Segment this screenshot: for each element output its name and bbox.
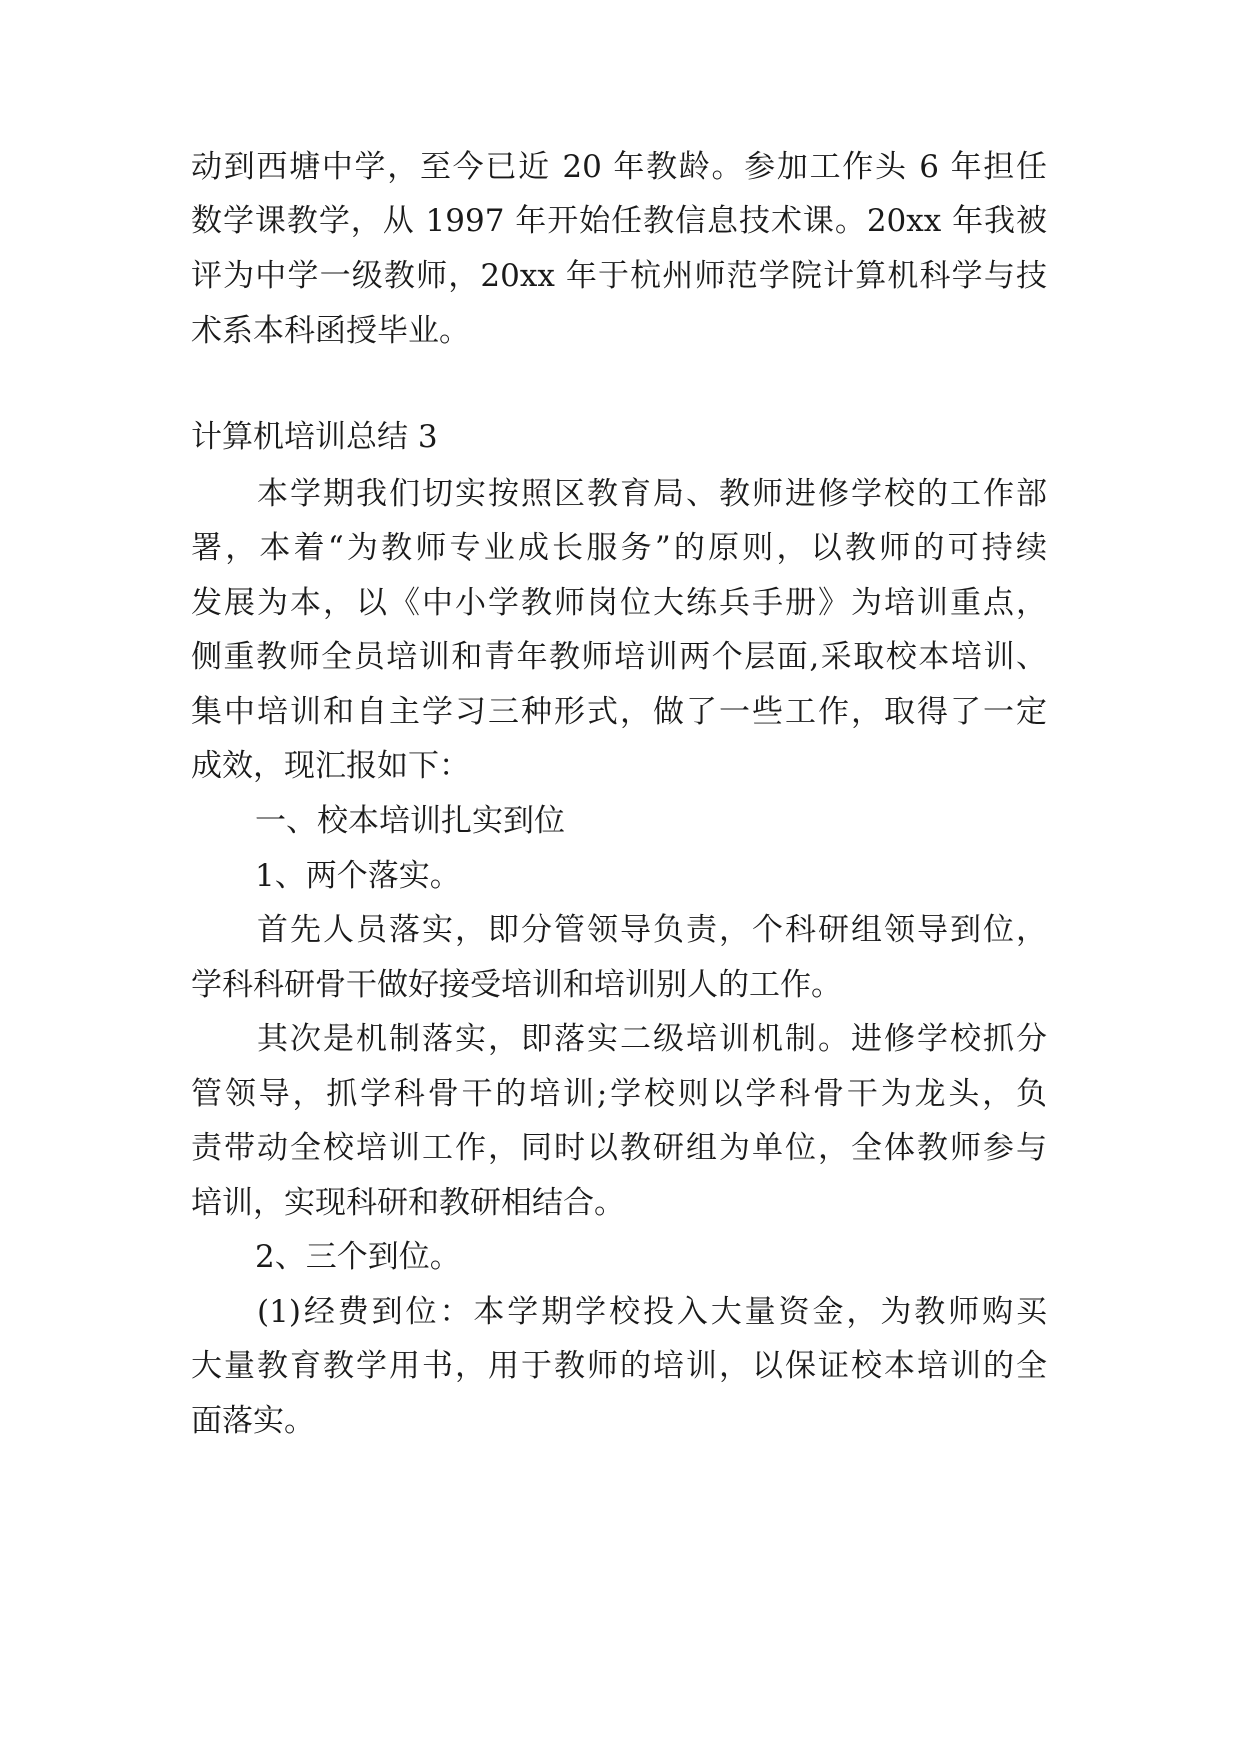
paragraph-line: 面落实。 (191, 1403, 315, 1439)
section-title: 计算机培训总结 3 (191, 419, 438, 455)
subheading-three-in-place: 2、三个到位。 (255, 1239, 461, 1275)
paragraph-line: 首先人员落实，即分管领导负责，个科研组领导到位， (257, 912, 1047, 948)
paragraph-line: 集中培训和自主学习三种形式，做了一些工作，取得了一定 (191, 694, 1047, 730)
paragraph-line: 数学课教学，从 1997 年开始任教信息技术课。20xx 年我被 (191, 203, 1047, 239)
paragraph-line: 学科科研骨干做好接受培训和培训别人的工作。 (191, 967, 842, 1003)
paragraph-line: 培训，实现科研和教研相结合。 (191, 1185, 625, 1221)
paragraph-line: 成效，现汇报如下： (191, 748, 470, 784)
paragraph-line: 其次是机制落实，即落实二级培训机制。进修学校抓分 (257, 1021, 1047, 1057)
paragraph-line: 侧重教师全员培训和青年教师培训两个层面,采取校本培训、 (191, 639, 1047, 675)
heading-school-training: 一、校本培训扎实到位 (255, 803, 565, 839)
paragraph-line: 动到西塘中学，至今已近 20 年教龄。参加工作头 6 年担任 (191, 149, 1047, 185)
paragraph-line: 评为中学一级教师，20xx 年于杭州师范学院计算机科学与技 (191, 258, 1047, 294)
paragraph-line: 署，本着“为教师专业成长服务”的原则，以教师的可持续 (191, 530, 1047, 566)
paragraph-line: 本学期我们切实按照区教育局、教师进修学校的工作部 (257, 476, 1047, 512)
subheading-two-implementations: 1、两个落实。 (255, 858, 461, 894)
paragraph-line: 大量教育教学用书，用于教师的培训，以保证校本培训的全 (191, 1348, 1047, 1384)
paragraph-line: 管领导，抓学科骨干的培训;学校则以学科骨干为龙头，负 (191, 1076, 1047, 1112)
paragraph-line: (1)经费到位：本学期学校投入大量资金，为教师购买 (257, 1294, 1047, 1330)
paragraph-line: 责带动全校培训工作，同时以教研组为单位，全体教师参与 (191, 1130, 1047, 1166)
paragraph-line: 发展为本，以《中小学教师岗位大练兵手册》为培训重点， (191, 585, 1047, 621)
paragraph-line: 术系本科函授毕业。 (191, 313, 470, 349)
